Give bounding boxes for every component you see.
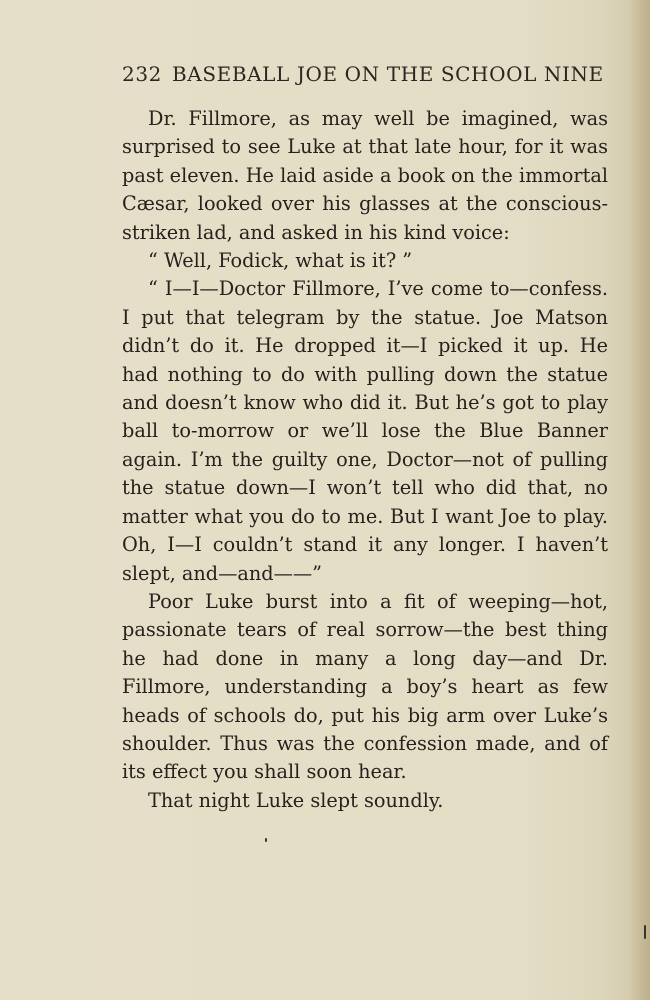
running-header bbox=[122, 62, 608, 86]
running-title: BASEBALL JOE ON THE SCHOOL NINE bbox=[171, 62, 604, 86]
paragraph-1: Dr. Fillmore, as may well be imagined, was surprised to see Luke at that late hour, for it was past eleven. He laid aside a book on the immortal Cæsar, looked over his glasses at the conscious-striken lad, and asked in his kind voice: bbox=[122, 107, 608, 244]
paragraph-4: Poor Luke burst into a fit of weeping—hot, passionate tears of real sorrow—the best thing he had done in many a long day—and Dr. Fillmore, understanding a boy’s heart as few heads of schools do, put his big arm over Luke’s shoulder. Thus was the confession made, and of its effect you shall soon hear. bbox=[122, 589, 608, 784]
page-number: 232 bbox=[122, 62, 162, 86]
paper-speck bbox=[644, 925, 646, 939]
page-body-text bbox=[122, 105, 608, 815]
paper-speck bbox=[265, 838, 267, 842]
paragraph-3: “ I—I—Doctor Fillmore, I’ve come to—confess. I put that telegram by the statue. Joe Matson didn’t do it. He dropped it—I picked it up. He had nothing to do with pulling down the statue and doesn’t know who did it. But he’s got to play ball to-morrow or we’ll lose the Blue Banner again. I’m the guilty one, Doctor—not of pulling the statue down—I won’t tell who did that, no matter what you do to me. But I want Joe to play. Oh, I—I couldn’t stand it any longer. I haven’t slept, and—and——” bbox=[122, 277, 608, 585]
page-edge-shadow bbox=[628, 0, 650, 1000]
paragraph-5: That night Luke slept soundly. bbox=[148, 788, 444, 812]
paragraph-2: “ Well, Fodick, what is it? ” bbox=[148, 249, 413, 273]
